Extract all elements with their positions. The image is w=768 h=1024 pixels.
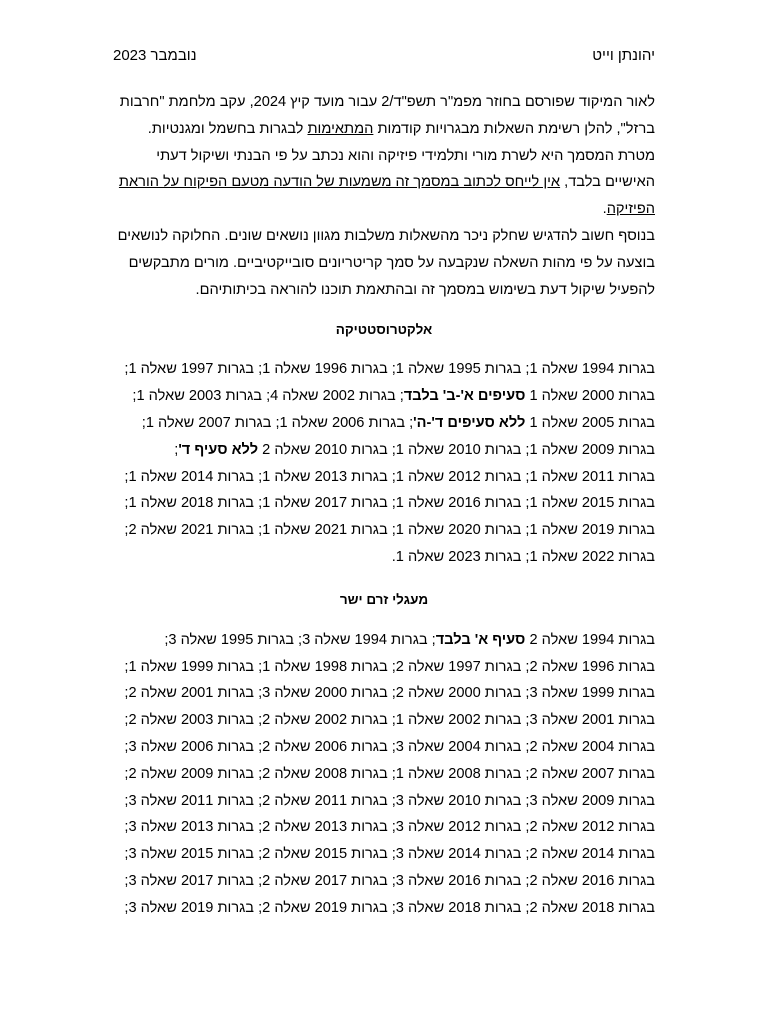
intro-paragraph-1	[113, 89, 655, 143]
list-item	[113, 410, 655, 437]
disclaimer-underlined: אין לייחס לכתוב במסמך זה משמעות של הודעה מטעם הפיקוח על הוראת הפיזיקה	[118, 174, 655, 218]
document-body	[113, 89, 655, 922]
item-text: בגרות 2000 שאלה 1	[525, 388, 655, 405]
bold-note: ללא סעיף ד'	[178, 441, 259, 458]
intro-paragraph-3: בנוסף חשוב להדגיש שחלק ניכר מהשאלות משלבות מגוון נושאים שונים. החלוקה לנושאים בוצעה על פי מהות השאלה שנקבעה על סמך קריטריונים סובייקטיביים. מורים מתבקשים להפעיל שיקול דעת בשימוש במסמך זה ובהתאמת תוכנו להוראה בכיתותיהם.	[117, 227, 655, 298]
list-item: בגרות 1996 שאלה 2; בגרות 1997 שאלה 2; בגרות 1998 שאלה 1; בגרות 1999 שאלה 1;	[124, 658, 655, 675]
bold-note: ללא סעיפים ד'-ה'	[413, 414, 526, 431]
list-item: בגרות 2004 שאלה 2; בגרות 2004 שאלה 3; בגרות 2006 שאלה 2; בגרות 2006 שאלה 3;	[124, 738, 655, 755]
list-item	[113, 383, 655, 410]
list-item: בגרות 2019 שאלה 1; בגרות 2020 שאלה 1; בגרות 2021 שאלה 1; בגרות 2021 שאלה 2;	[124, 522, 655, 539]
item-text: ; בגרות 2002 שאלה 4; בגרות 2003 שאלה 1;	[132, 388, 404, 405]
author-name: יהונתן וייט	[592, 47, 655, 64]
page-header	[113, 44, 655, 68]
underlined-text: המתאימות	[307, 120, 374, 137]
list-item: בגרות 2012 שאלה 2; בגרות 2012 שאלה 3; בגרות 2013 שאלה 2; בגרות 2013 שאלה 3;	[124, 819, 655, 836]
bold-note: סעיפים א'-ב' בלבד	[403, 388, 526, 405]
intro-text: .	[602, 201, 607, 218]
list-item	[113, 627, 655, 654]
bold-note: סעיף א' בלבד	[435, 631, 526, 648]
intro-text: לבגרות בחשמל ומגנטיות.	[147, 120, 308, 137]
electrostatics-question-list	[113, 356, 655, 570]
item-text: בגרות 2005 שאלה 1	[525, 414, 655, 431]
section-heading-electrostatics: אלקטרוסטטיקה	[335, 322, 433, 338]
dc-circuits-question-list	[113, 627, 655, 922]
item-text: ; בגרות 1994 שאלה 3; בגרות 1995 שאלה 3;	[164, 631, 436, 648]
item-text: בגרות 1994 שאלה 2	[525, 631, 655, 648]
item-text: ;	[174, 441, 179, 458]
intro-text: מטרת המסמך היא לשרת מורי ותלמידי פיזיקה והוא נכתב על פי הבנתי ושיקול דעתי האישיים בלבד,	[156, 147, 655, 191]
list-item: בגרות 2018 שאלה 2; בגרות 2018 שאלה 3; בגרות 2019 שאלה 2; בגרות 2019 שאלה 3;	[124, 899, 655, 916]
intro-paragraph-2	[113, 143, 655, 223]
list-item	[113, 437, 655, 464]
document-date: נובמבר 2023	[113, 47, 197, 64]
item-text: ; בגרות 2006 שאלה 1; בגרות 2007 שאלה 1;	[141, 414, 414, 431]
list-item: בגרות 1994 שאלה 1; בגרות 1995 שאלה 1; בגרות 1996 שאלה 1; בגרות 1997 שאלה 1;	[124, 361, 655, 378]
section-heading-dc-circuits: מעגלי זרם ישר	[339, 591, 429, 607]
list-item: בגרות 2001 שאלה 3; בגרות 2002 שאלה 1; בגרות 2002 שאלה 2; בגרות 2003 שאלה 2;	[124, 712, 655, 729]
list-item: בגרות 2014 שאלה 2; בגרות 2014 שאלה 3; בגרות 2015 שאלה 2; בגרות 2015 שאלה 3;	[124, 846, 655, 863]
list-item: בגרות 2009 שאלה 3; בגרות 2010 שאלה 3; בגרות 2011 שאלה 2; בגרות 2011 שאלה 3;	[124, 792, 655, 809]
list-item: בגרות 2022 שאלה 1; בגרות 2023 שאלה 1.	[391, 548, 655, 565]
list-item: בגרות 2007 שאלה 2; בגרות 2008 שאלה 1; בגרות 2008 שאלה 2; בגרות 2009 שאלה 2;	[124, 765, 655, 782]
list-item: בגרות 2016 שאלה 2; בגרות 2016 שאלה 3; בגרות 2017 שאלה 2; בגרות 2017 שאלה 3;	[124, 872, 655, 889]
list-item: בגרות 2011 שאלה 1; בגרות 2012 שאלה 1; בגרות 2013 שאלה 1; בגרות 2014 שאלה 1;	[124, 468, 655, 485]
intro-text: לאור המיקוד שפורסם בחוזר מפמ"ר תשפ"ד/2 עבור מועד קיץ 2024, עקב מלחמת "חרבות ברזל", להלן רשימת השאלות מבגרויות קודמות	[119, 94, 655, 137]
item-text: בגרות 2009 שאלה 1; בגרות 2010 שאלה 1; בגרות 2010 שאלה 2	[258, 441, 655, 458]
list-item: בגרות 2015 שאלה 1; בגרות 2016 שאלה 1; בגרות 2017 שאלה 1; בגרות 2018 שאלה 1;	[124, 495, 655, 512]
list-item: בגרות 1999 שאלה 3; בגרות 2000 שאלה 2; בגרות 2000 שאלה 3; בגרות 2001 שאלה 2;	[124, 685, 655, 702]
